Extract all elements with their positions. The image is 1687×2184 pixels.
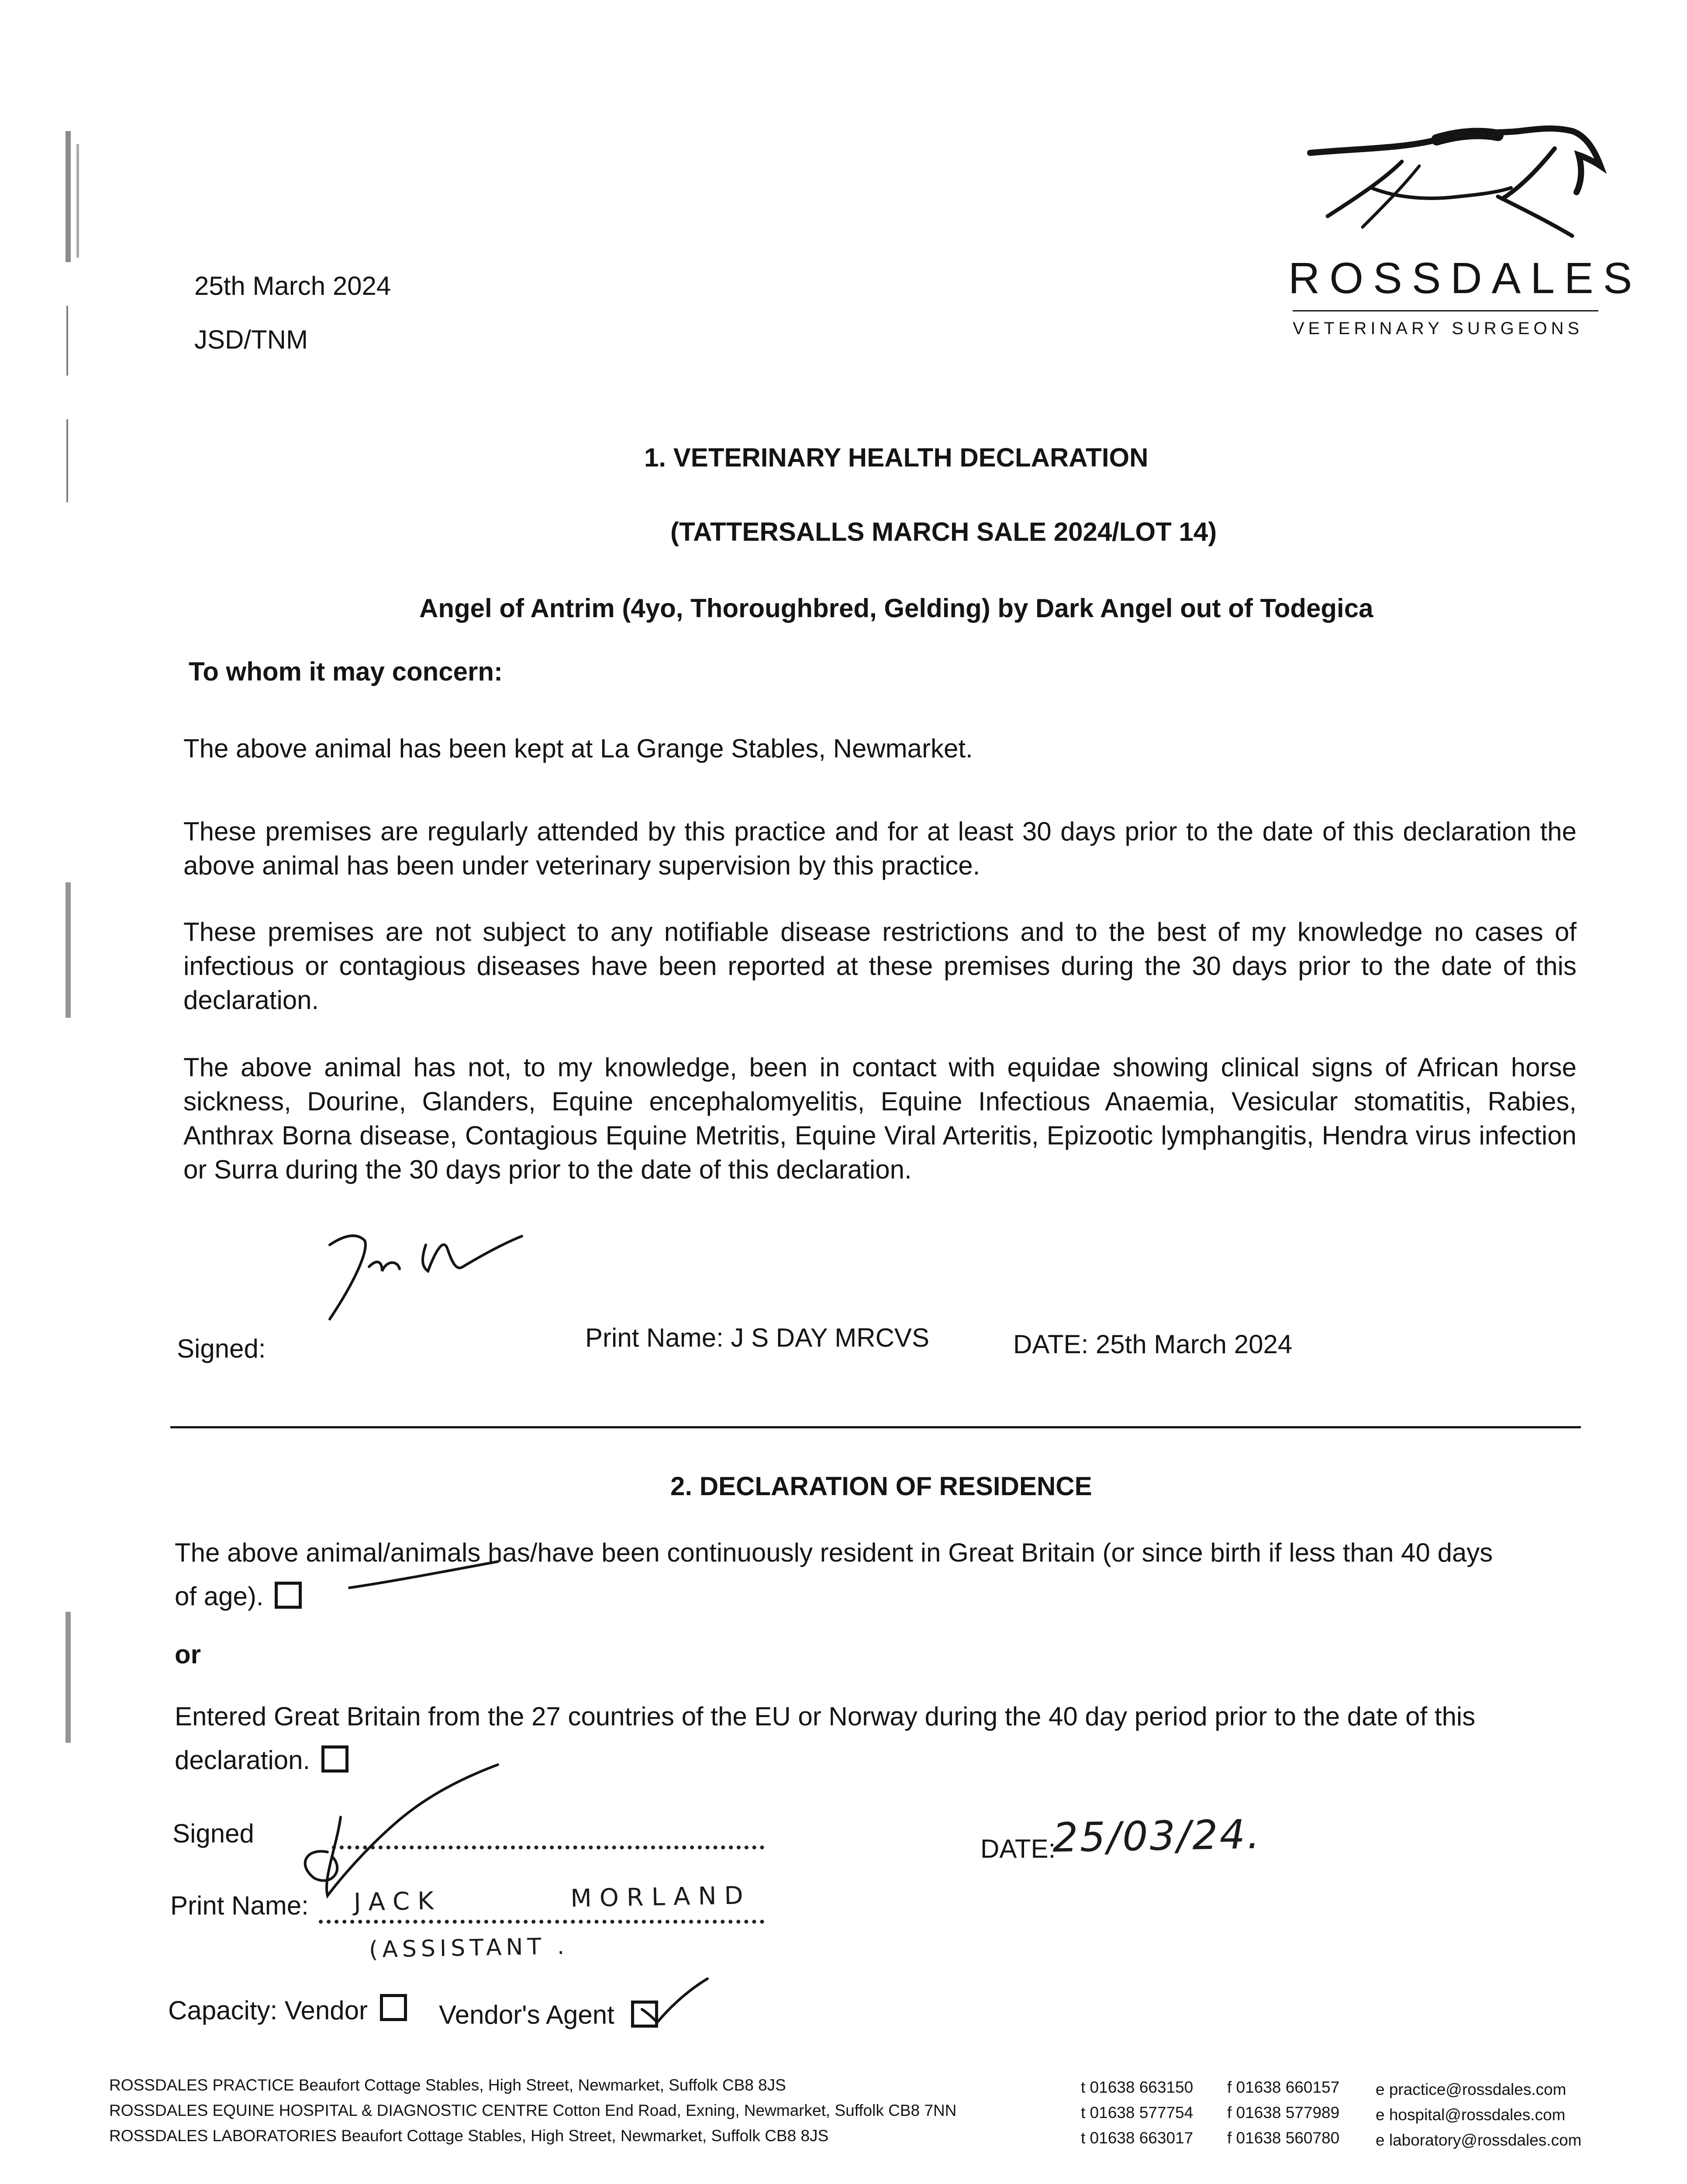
paragraph-supervision: These premises are regularly attended by this practice and for at least 30 days prior to the date of this declaration the above animal has been under veterinary supervision by this practice. [183,817,1577,880]
paragraph-kept-at: The above animal has been kept at La Grange Stables, Newmarket. [183,734,973,763]
fax-practice: f 01638 660157 [1227,2078,1340,2096]
vet-print-name: Print Name: J S DAY MRCVS [585,1323,929,1352]
salutation: To whom it may concern: [189,657,503,686]
checkbox-vendor[interactable] [380,1994,407,2021]
scan-artifact [66,306,68,376]
logo-tagline: VETERINARY SURGEONS [1293,319,1584,338]
logo-wordmark: ROSSDALES [1288,254,1642,303]
assistant-signed-label: Signed [172,1819,254,1848]
animal-description: Angel of Antrim (4yo, Thoroughbred, Gelding) by Dark Angel out of Todegica [419,594,1373,623]
email-hospital[interactable]: e hospital@rossdales.com [1376,2106,1566,2124]
section-divider [170,1426,1581,1428]
letter-date: 25th March 2024 [194,271,391,301]
phone-practice: t 01638 663150 [1081,2078,1194,2096]
phone-laboratories: t 01638 663017 [1081,2129,1194,2147]
section1-title: 1. VETERINARY HEALTH DECLARATION [644,443,1149,472]
section1-subtitle: (TATTERSALLS MARCH SALE 2024/LOT 14) [670,517,1217,546]
assistant-date-value: 25/03/24. [1052,1811,1262,1862]
assistant-print-name-label: Print Name: [170,1891,309,1920]
logo-divider [1293,310,1598,311]
address-hospital: ROSSDALES EQUINE HOSPITAL & DIAGNOSTIC CENTRE Cotton End Road, Exning, Newmarket, Suffolk CB8 7NN [109,2101,957,2119]
assistant-print-name-note: (ASSISTANT . [369,1933,569,1963]
footer-telephones [1081,2075,1193,2151]
email-laboratories[interactable]: e laboratory@rossdales.com [1376,2131,1582,2149]
scan-artifact [66,1612,71,1743]
checkbox-resident-gb[interactable] [275,1582,302,1609]
capacity-agent-label: Vendor's Agent [439,2000,614,2029]
scan-artifact [66,882,71,1018]
footer-faxes [1227,2075,1339,2151]
fax-hospital: f 01638 577989 [1227,2104,1340,2122]
assistant-date-label: DATE: [980,1834,1056,1863]
section2-title: 2. DECLARATION OF RESIDENCE [670,1472,1092,1501]
vet-signature [317,1219,561,1332]
footer-emails [1376,2077,1581,2153]
horse-logo-icon [1293,122,1607,253]
reference-code: JSD/TNM [194,325,308,354]
print-name-line [319,1920,764,1924]
scan-artifact [66,419,68,502]
residence-option-gb-text: The above animal/animals has/have been continuously resident in Great Britain (or since birth if less than 40 days of age). [175,1538,1493,1611]
residence-option-eu-text: Entered Great Britain from the 27 countries of the EU or Norway during the 40 day period prior to the date of this declaration. [175,1702,1476,1775]
vet-declaration-date: DATE: 25th March 2024 [1013,1330,1293,1359]
footer-addresses [109,2073,956,2149]
email-practice[interactable]: e practice@rossdales.com [1376,2080,1566,2098]
checkmark-resident [341,1557,515,1610]
address-practice: ROSSDALES PRACTICE Beaufort Cottage Stables, High Street, Newmarket, Suffolk CB8 8JS [109,2076,786,2094]
fax-laboratories: f 01638 560780 [1227,2129,1340,2147]
scan-artifact [66,131,71,262]
scan-artifact [76,144,79,258]
vet-signed-label: Signed: [177,1334,266,1363]
paragraph-no-restrictions: These premises are not subject to any notifiable disease restrictions and to the best of my knowledge no cases of infectious or contagious diseases have been reported at these premises during the 30 days prior to the date of this declaration. [183,917,1577,1015]
company-logo [1288,122,1642,349]
address-laboratories: ROSSDALES LABORATORIES Beaufort Cottage Stables, High Street, Newmarket, Suffolk CB8 8JS [109,2127,829,2145]
paragraph-no-contact: The above animal has not, to my knowledge, been in contact with equidae showing clinical signs of African horse sickness, Dourine, Glanders, Equine encephalomyelitis, Equine Infectious Anaemia, Vesicular stomatitis, Rabies, Anthrax Borna disease, Contagious Equine Metritis, Equine Viral Arteritis, Epizootic lymphangitis, Hendra virus infection or Surra during the 30 days prior to the date of this declaration. [183,1053,1577,1184]
phone-hospital: t 01638 577754 [1081,2104,1194,2122]
checkmark-vendors-agent [633,1974,712,2027]
or-label: or [175,1640,201,1669]
capacity-vendor-label: Capacity: Vendor [168,1996,368,2025]
assistant-print-name-value: JACK MORLAND [353,1881,752,1917]
